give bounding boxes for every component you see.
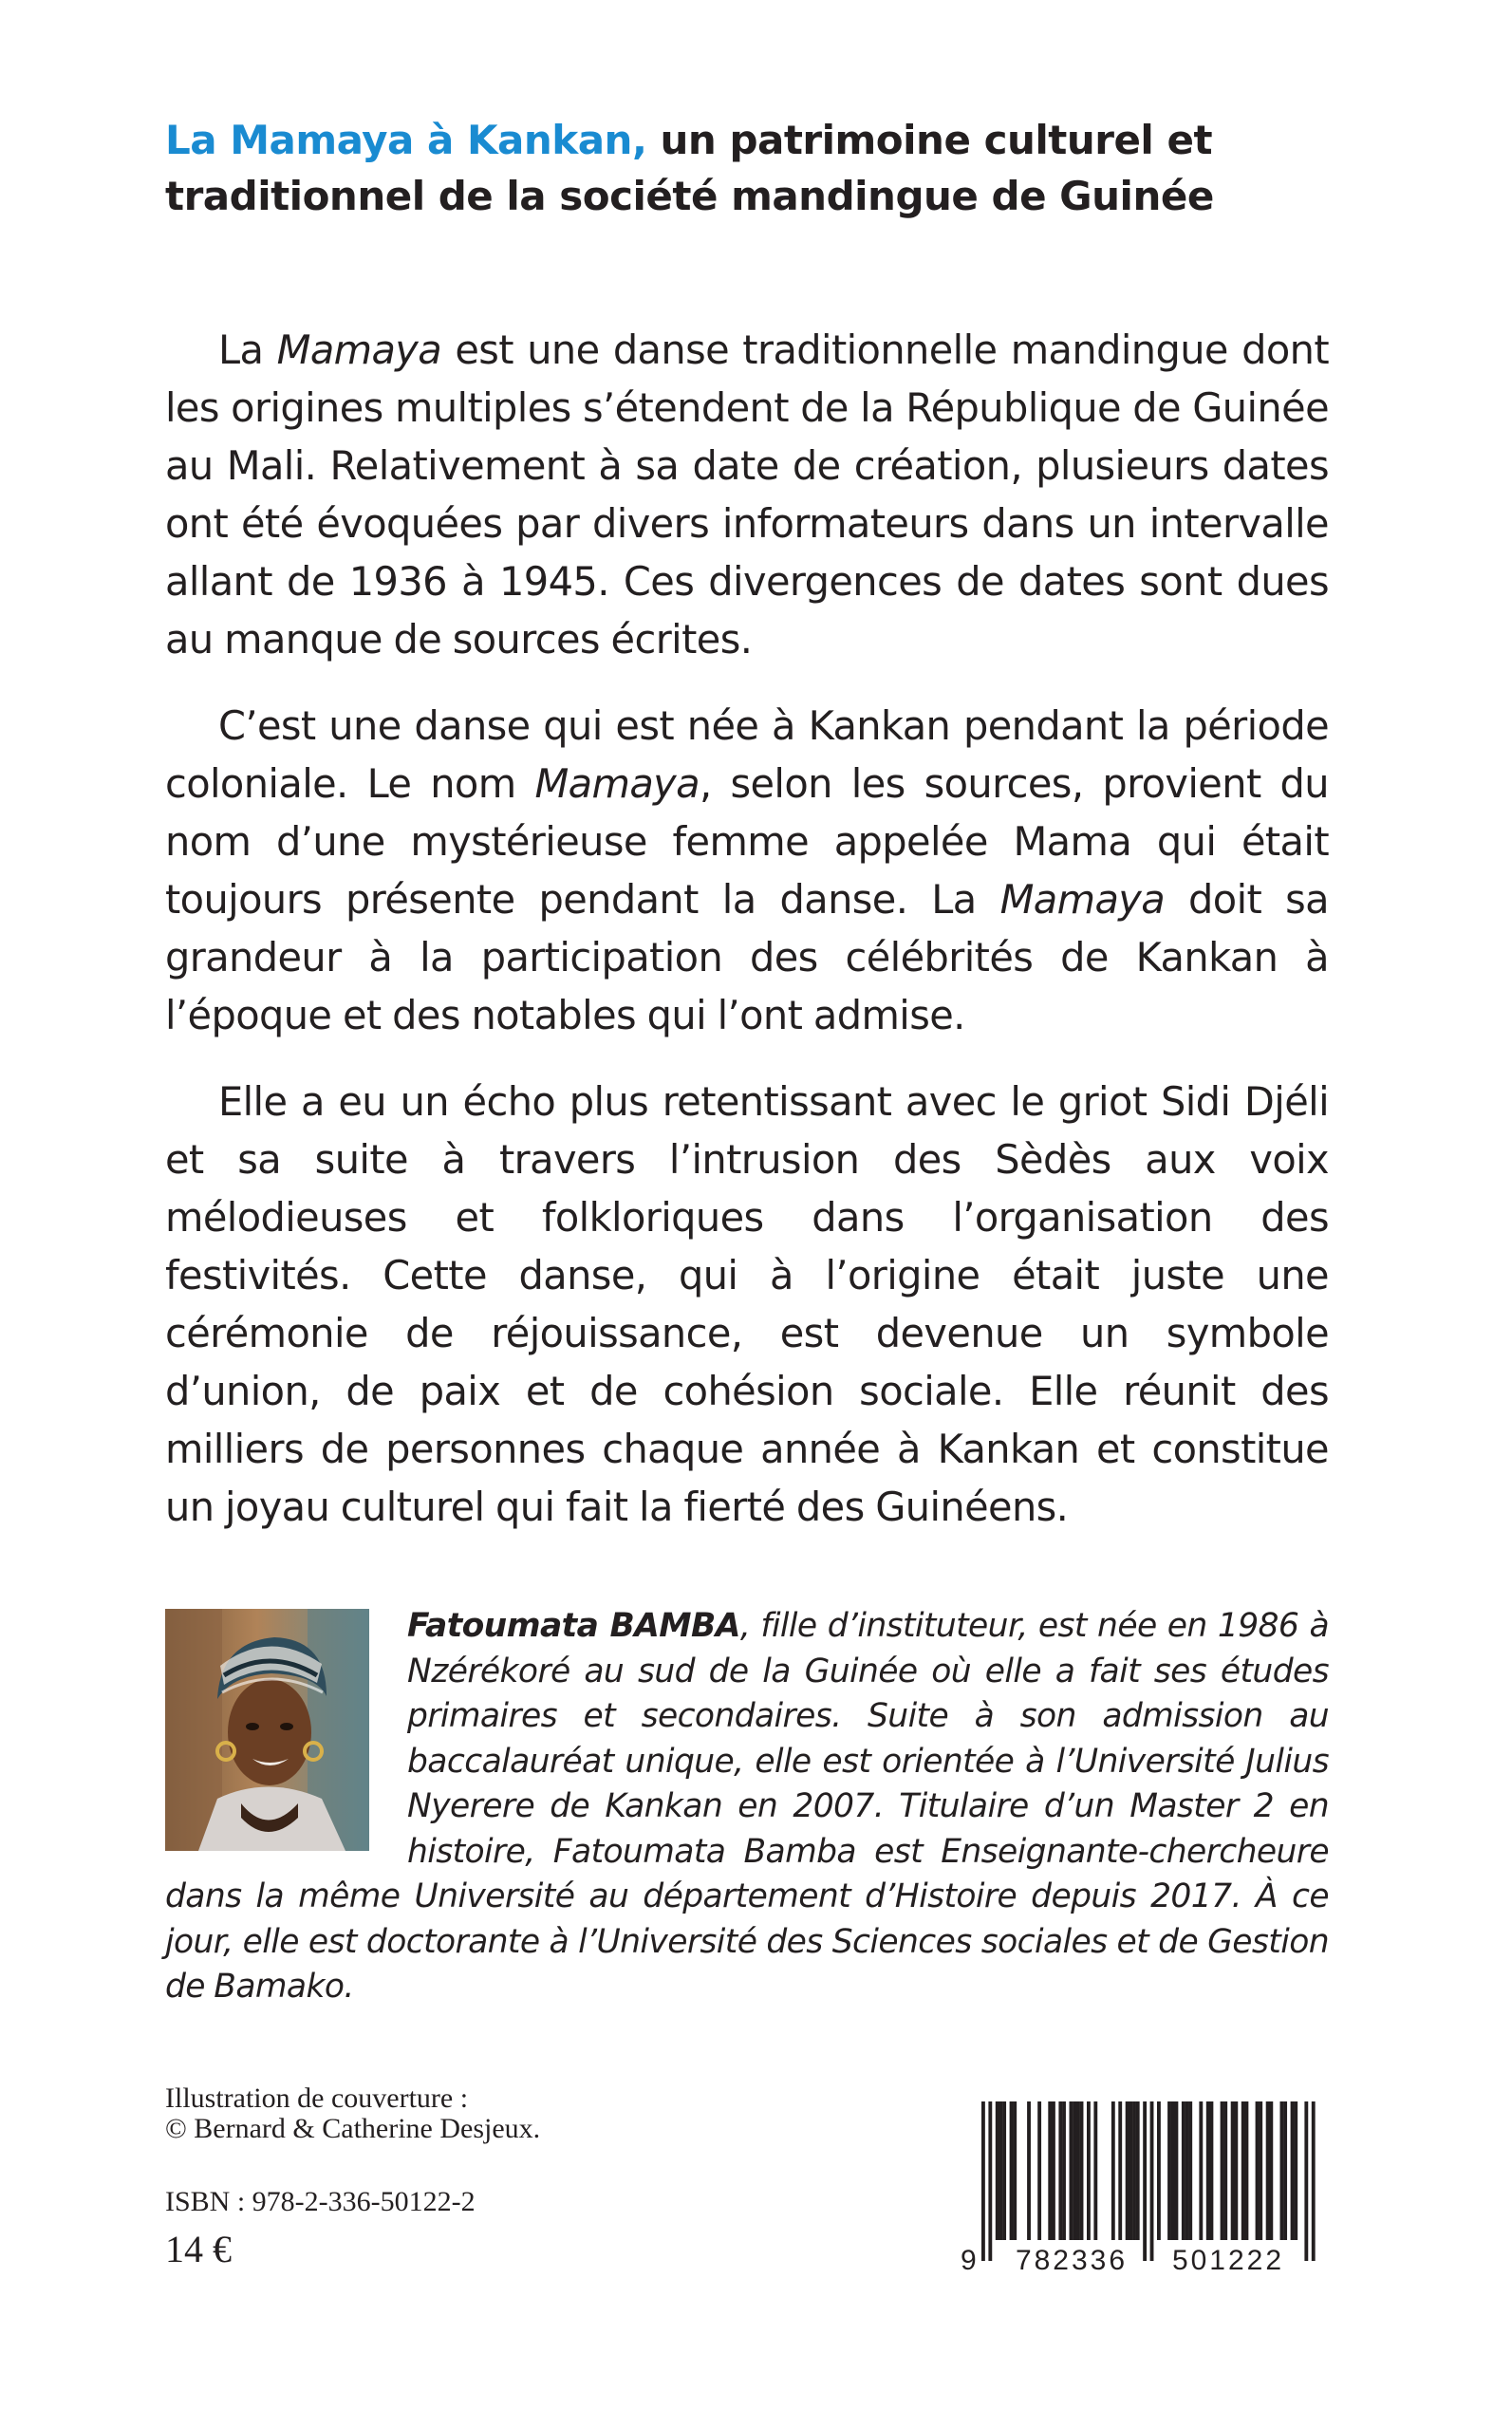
barcode-bar: [981, 2101, 985, 2261]
book-title: [165, 112, 1352, 224]
barcode-bar: [1111, 2101, 1115, 2240]
barcode-bar: [1185, 2101, 1189, 2240]
barcode-bar: [1304, 2101, 1308, 2261]
isbn: ISBN : 978-2-336-50122-2: [165, 2186, 476, 2217]
barcode-bar: [1171, 2101, 1175, 2240]
barcode-bar: [1283, 2101, 1287, 2240]
barcode-bar: [1143, 2101, 1147, 2261]
barcode-bar: [1210, 2101, 1214, 2240]
barcode-first-digit: 9: [961, 2245, 977, 2272]
title-highlight: La Mamaya à Kankan,: [165, 117, 647, 163]
barcode-bar: [1013, 2101, 1017, 2240]
barcode-bar: [1157, 2101, 1161, 2240]
barcode-bar: [1058, 2101, 1062, 2240]
barcode-bar: [1150, 2101, 1154, 2261]
paragraph-text: , selon les sources, provient du nom d’une mystérieuse femme appelée Mama qui était toujours présente pendant la danse. La: [165, 760, 1329, 923]
barcode-bar: [1199, 2101, 1203, 2240]
author-bio-text: , fille d’instituteur, est née en 1986 à Nzérékoré au sud de la Guinée où elle a fait ses études primaires et secondaires. Suite à son admission au baccalauréat unique, elle est orientée à l’Université Julius Nyerere de Kankan en 2007. Titulaire d’un Master 2 en histoire, Fatoumata Bamba est Enseignante-chercheure dans la même Université au département d’Histoire depuis 2017. À ce jour, elle est doctorante à l’Université des Sciences sociales et de Gestion de Bamako.: [165, 1607, 1330, 2006]
barcode-bar: [1259, 2101, 1262, 2240]
cover-credit-label: Illustration de couverture :: [165, 2082, 469, 2114]
paragraph-text: doit sa grandeur à la participation des célébrités de Kankan à l’époque et des notables qui l’ont admise.: [165, 876, 1329, 1038]
barcode-bar: [999, 2101, 1003, 2240]
barcode-bar: [1126, 2101, 1129, 2240]
barcode-bar: [1070, 2101, 1073, 2240]
synopsis: [165, 321, 1329, 1564]
barcode-bar: [1206, 2101, 1210, 2240]
cover-credit: [165, 2083, 540, 2144]
barcode-bar: [1221, 2101, 1224, 2240]
barcode-bar: [1073, 2101, 1076, 2240]
price: 14 €: [165, 2228, 232, 2270]
barcode-bar: [1048, 2101, 1052, 2240]
paragraph-text: C’est une danse qui est née à Kankan pendant la période coloniale. Le nom: [165, 702, 1329, 807]
barcode-bar: [1294, 2101, 1297, 2240]
emphasis-text: Mamaya: [276, 327, 442, 373]
cover-credit-names: © Bernard & Catherine Desjeux.: [165, 2113, 541, 2144]
barcode-bar: [1076, 2101, 1080, 2240]
emphasis-text: Mamaya: [534, 760, 700, 807]
synopsis-paragraph: [165, 697, 1329, 1044]
author-photo: [165, 1609, 369, 1851]
barcode-bar: [1093, 2101, 1097, 2240]
emphasis-text: Mamaya: [999, 876, 1166, 923]
barcode-bar: [1175, 2101, 1179, 2240]
barcode-bar: [988, 2101, 992, 2261]
paragraph-text: Elle a eu un écho plus retentissant avec le griot Sidi Djéli et sa suite à travers l’intrusion des Sèdès aux voix mélodieuses et folkloriques dans l’organisation des festivités. Cette danse, qui à l’origine était juste une cérémonie de réjouissance, est devenue un symbole d’union, de paix et de cohésion sociale. Elle réunit des milliers de personnes chaque année à Kankan et constitue un joyau culturel qui fait la fierté des Guinéens.: [165, 1078, 1329, 1530]
barcode-bar: [1223, 2101, 1227, 2240]
barcode-bar: [1010, 2101, 1014, 2240]
barcode-bar: [1129, 2101, 1132, 2240]
barcode-bar: [1002, 2101, 1006, 2240]
barcode-bar: [1291, 2101, 1295, 2240]
synopsis-paragraph: [165, 321, 1329, 668]
barcode-bar: [1231, 2101, 1235, 2240]
author-name: Fatoumata BAMBA: [407, 1607, 740, 1645]
barcode-bar: [996, 2101, 999, 2240]
barcode-bar: [1136, 2101, 1140, 2240]
synopsis-paragraph: [165, 1073, 1329, 1536]
barcode-bar: [1182, 2101, 1185, 2240]
barcode-bar: [1062, 2101, 1066, 2240]
barcode-bar: [1052, 2101, 1055, 2240]
barcode-right-digits: 501222: [1171, 2245, 1285, 2272]
barcode-bar: [1087, 2101, 1091, 2240]
barcode-bar: [1241, 2101, 1245, 2240]
title-subtitle: un patrimoine culturel et traditionnel de la société mandingue de Guinée: [165, 117, 1214, 219]
barcode-left-digits: 782336: [1015, 2245, 1129, 2272]
paragraph-text: La: [218, 327, 277, 373]
barcode-bar: [1245, 2101, 1249, 2240]
barcode-bar: [1118, 2101, 1122, 2240]
barcode: [961, 2101, 1333, 2272]
barcode-bar: [1080, 2101, 1084, 2240]
barcode-bar: [1027, 2101, 1031, 2240]
barcode-bar: [1167, 2101, 1171, 2240]
barcode-bar: [1256, 2101, 1260, 2240]
barcode-bar: [1132, 2101, 1136, 2240]
barcode-bar: [1269, 2101, 1273, 2240]
barcode-bar: [1037, 2101, 1041, 2240]
barcode-bar: [1266, 2101, 1270, 2240]
barcode-bar: [1280, 2101, 1284, 2240]
paragraph-text: est une danse traditionnelle mandingue dont les origines multiples s’étendent de la République de Guinée au Mali. Relativement à sa date de création, plusieurs dates ont été évoquées par divers informateurs dans un intervalle allant de 1936 à 1945. Ces divergences de dates sont dues au manque de sources écrites.: [165, 327, 1329, 663]
barcode-bar: [1312, 2101, 1316, 2261]
barcode-bar: [1234, 2101, 1238, 2240]
barcode-bar: [1188, 2101, 1192, 2240]
author-bio: [165, 1604, 1329, 2010]
